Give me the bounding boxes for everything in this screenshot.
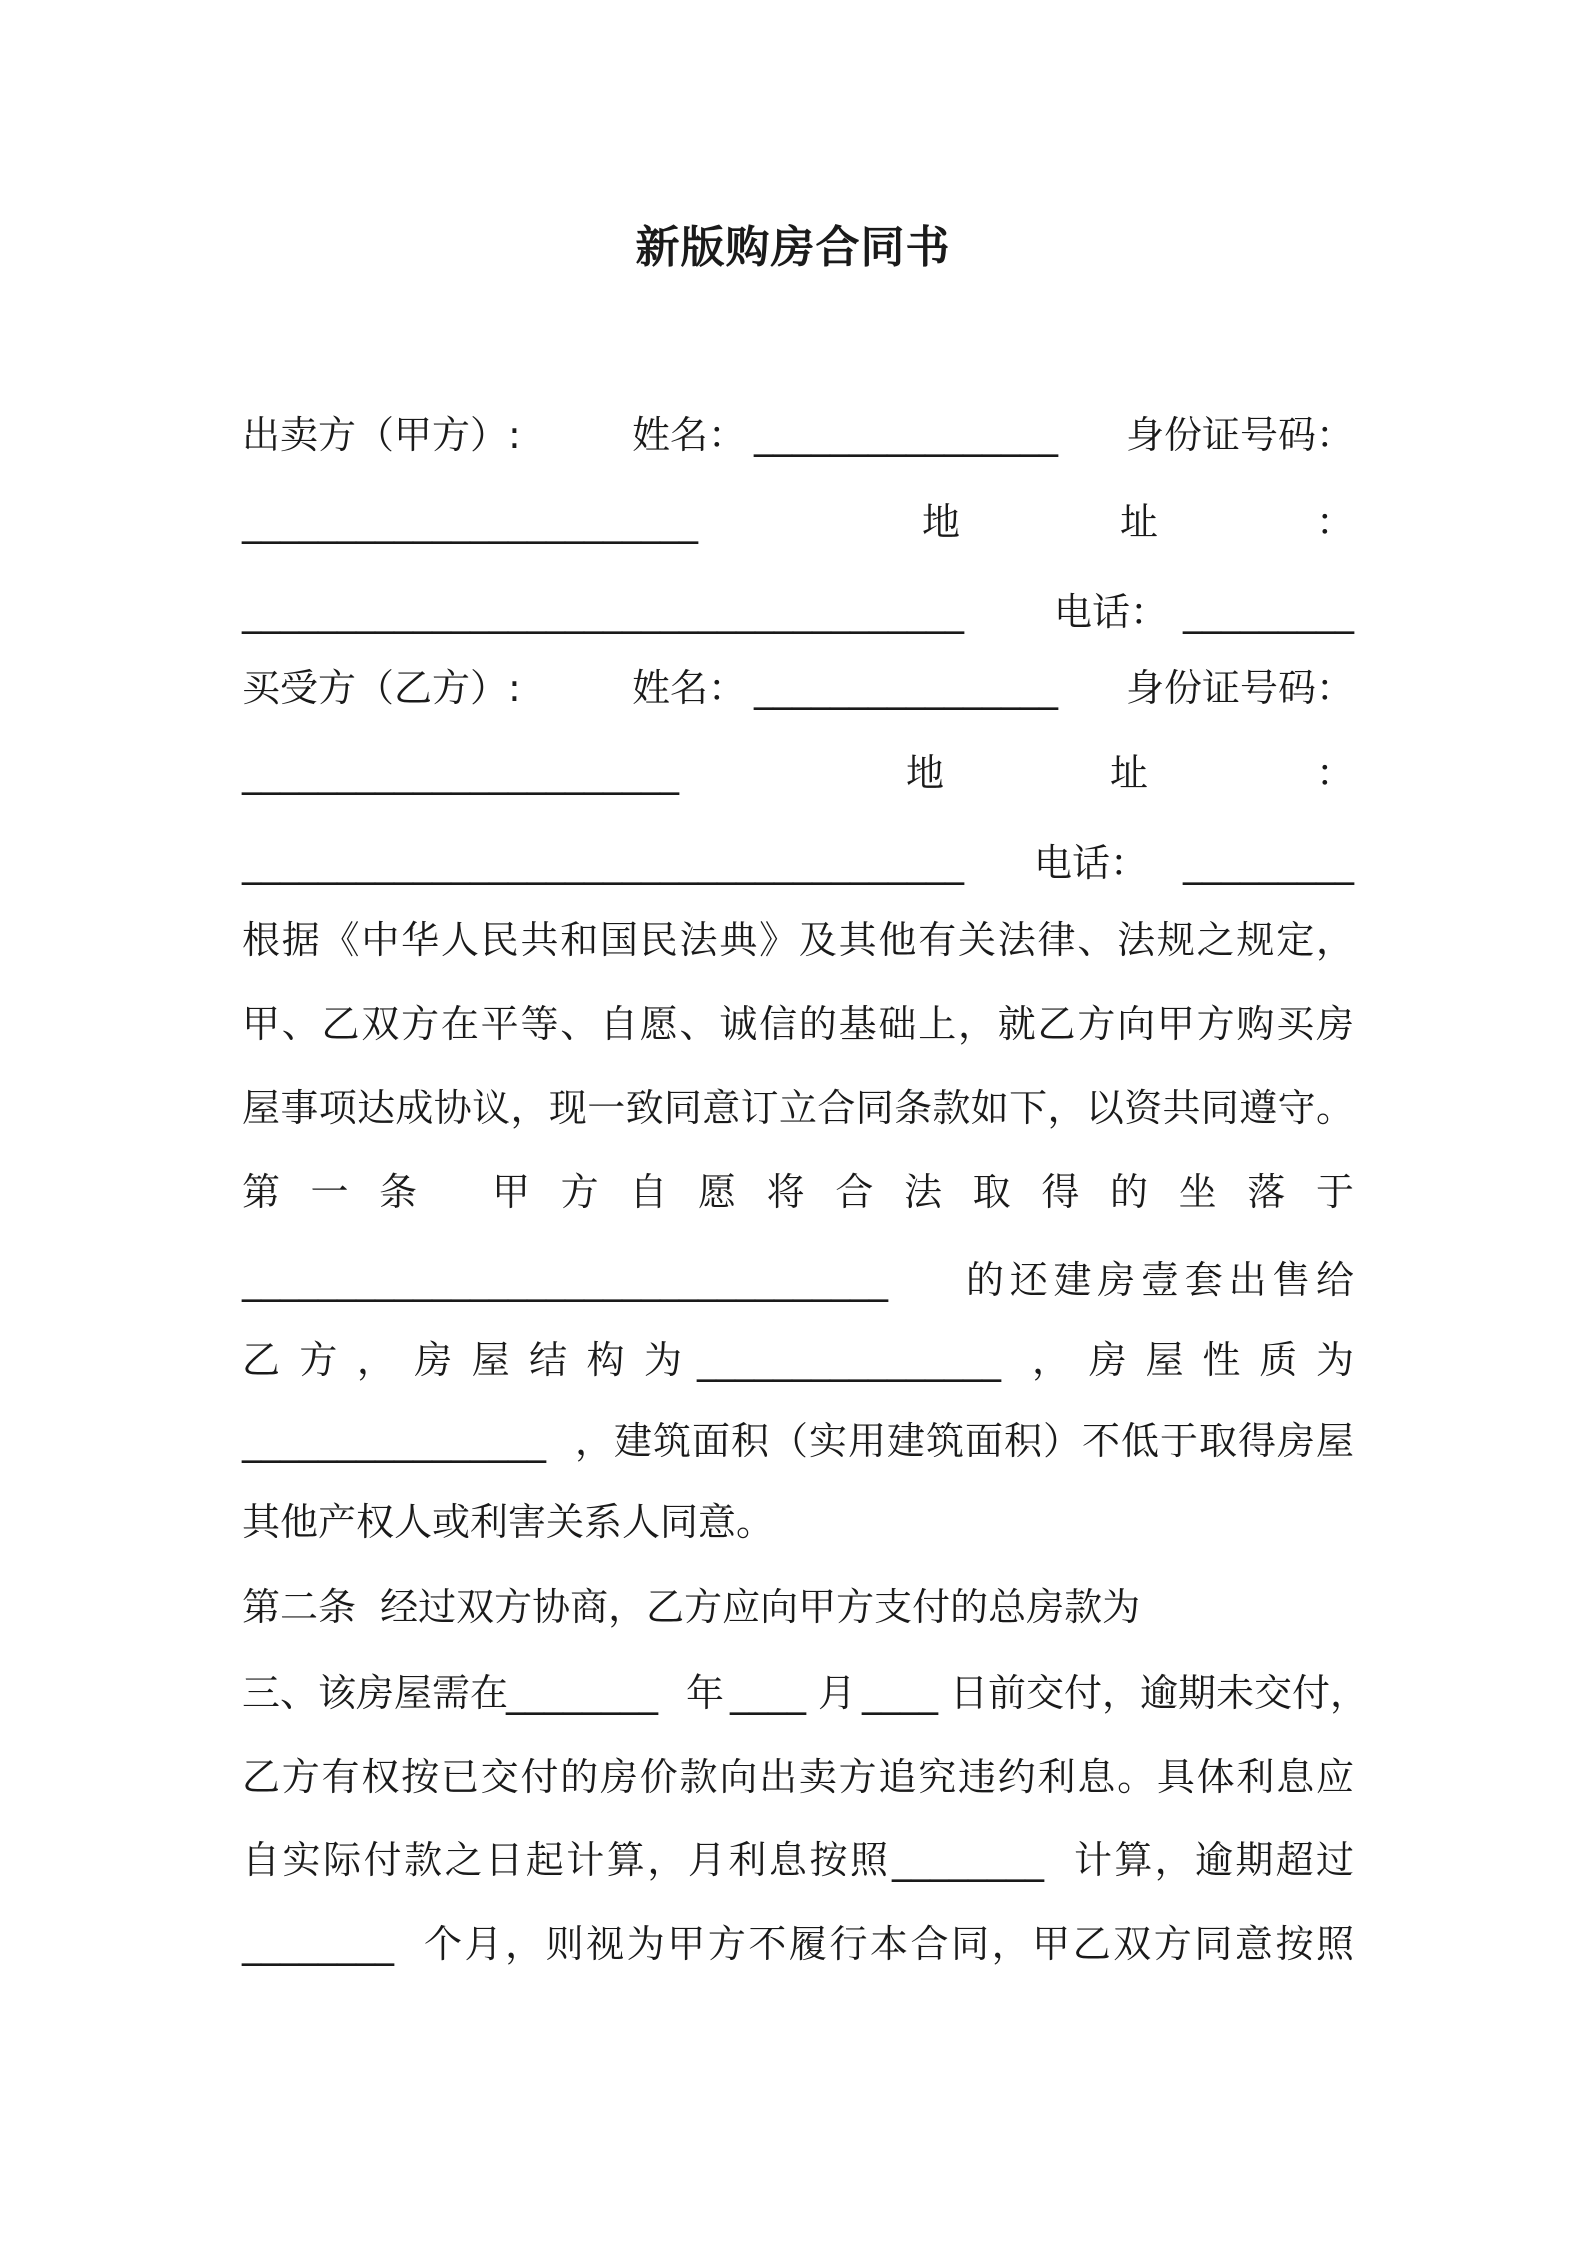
seller-id-blank: ________________________ xyxy=(242,500,698,544)
document-title: 新版购房合同书 xyxy=(635,222,951,273)
seller-name-label: 姓名： xyxy=(632,413,747,457)
article1-structure-label: 乙方，房屋结构为 xyxy=(242,1338,682,1382)
seller-line-3 xyxy=(242,582,1354,642)
buyer-name-blank: ________________ xyxy=(754,666,1058,710)
article2-text: 第二条 经过双方协商，乙方应向甲方支付的总房款为 xyxy=(242,1585,1141,1629)
article3-months-blank: ________ xyxy=(242,1922,394,1966)
buyer-addr-char1: 地 xyxy=(906,751,945,795)
seller-phone-blank: _________ xyxy=(1183,590,1354,634)
article1-line-4 xyxy=(242,1411,1354,1471)
buyer-addr-blank: ______________________________________ xyxy=(242,841,964,885)
seller-addr-char1: 地 xyxy=(922,500,961,544)
article1-line1-text: 甲方自愿将合法取得的坐落于 xyxy=(492,1170,1354,1214)
article1-line2-text: 的还建房壹套出售给 xyxy=(966,1258,1354,1302)
buyer-addr-colon: ： xyxy=(1315,751,1354,795)
buyer-id-blank: _______________________ xyxy=(242,751,679,795)
article1-line4-text: ，建筑面积（实用建筑面积）不低于取得房屋 xyxy=(575,1419,1354,1463)
buyer-label: 买受方（乙方）: xyxy=(242,666,521,710)
article3-line1-b: 日前交付，逾期未交付， xyxy=(950,1671,1369,1715)
seller-phone-label: 电话： xyxy=(1054,590,1169,634)
article3-line-1 xyxy=(242,1663,1369,1723)
seller-line-1 xyxy=(242,405,1354,465)
article3-year-blank: ________ xyxy=(506,1671,658,1715)
article1-location-blank: __________________________________ xyxy=(242,1258,888,1302)
article3-interest-blank: ________ xyxy=(892,1838,1044,1882)
seller-line-2 xyxy=(242,492,1354,552)
article3-day-blank: ____ xyxy=(862,1671,938,1715)
article1-nature-blank: ________________ xyxy=(242,1419,546,1463)
preamble-line-1: 根据《中华人民共和国民法典》及其他有关法律、法规之规定， xyxy=(242,918,1354,962)
article3-year-label: 年 xyxy=(686,1671,725,1715)
article1-line-3 xyxy=(242,1330,1354,1390)
article1-nature-label: ，房屋性质为 xyxy=(1032,1338,1354,1382)
article3-line4-text: 个月，则视为甲方不履行本合同，甲乙双方同意按照 xyxy=(424,1922,1354,1966)
article1-line-5 xyxy=(242,1492,1354,1552)
article1-heading: 第一条 xyxy=(242,1170,417,1214)
seller-addr-colon: ： xyxy=(1315,500,1354,544)
article3-line-3 xyxy=(242,1830,1354,1890)
article3-line3-b: 计算，逾期超过 xyxy=(1074,1838,1354,1882)
article3-month-label: 月 xyxy=(818,1671,857,1715)
buyer-phone-label: 电话： xyxy=(1034,841,1149,885)
article2-line xyxy=(242,1577,1354,1637)
article1-structure-blank: ________________ xyxy=(697,1338,1001,1382)
seller-addr-char2: 址 xyxy=(1120,500,1159,544)
buyer-id-label: 身份证号码： xyxy=(1125,666,1354,710)
article1-line-1 xyxy=(242,1162,1354,1222)
buyer-line-3 xyxy=(242,833,1354,893)
buyer-line-1 xyxy=(242,658,1354,718)
article3-line-2: 乙方有权按已交付的房价款向出卖方追究违约利息。具体利息应 xyxy=(242,1755,1354,1799)
seller-id-label: 身份证号码： xyxy=(1125,413,1354,457)
article1-line-2 xyxy=(242,1250,1354,1310)
buyer-addr-char2: 址 xyxy=(1110,751,1149,795)
buyer-phone-blank: _________ xyxy=(1183,841,1354,885)
seller-addr-blank: ______________________________________ xyxy=(242,590,964,634)
seller-name-blank: ________________ xyxy=(754,413,1058,457)
article3-line1-a: 三、该房屋需在 xyxy=(242,1671,509,1715)
article3-line-4 xyxy=(242,1914,1354,1974)
article1-line5-text: 其他产权人或利害关系人同意。 xyxy=(242,1500,775,1544)
buyer-line-2 xyxy=(242,743,1354,803)
seller-label: 出卖方（甲方）: xyxy=(242,413,521,457)
preamble-line-2: 甲、乙双方在平等、自愿、诚信的基础上，就乙方向甲方购买房 xyxy=(242,1002,1354,1046)
article3-month-blank: ____ xyxy=(730,1671,806,1715)
buyer-name-label: 姓名： xyxy=(632,666,747,710)
preamble-line-3: 屋事项达成协议，现一致同意订立合同条款如下，以资共同遵守。 xyxy=(242,1086,1354,1130)
article3-line3-a: 自实际付款之日起计算，月利息按照 xyxy=(242,1838,888,1882)
